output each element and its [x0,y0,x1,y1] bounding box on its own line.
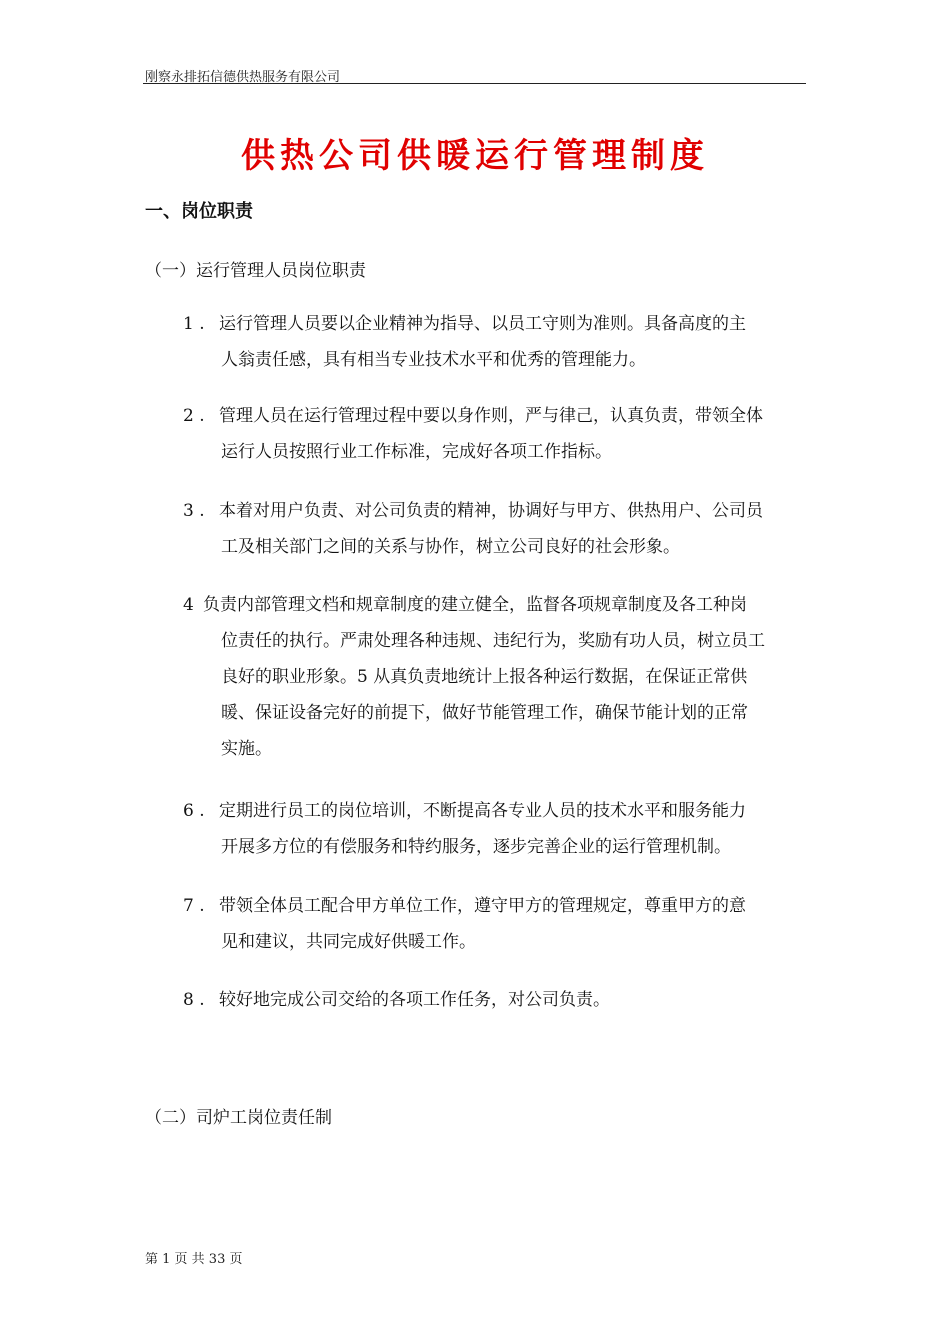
header-company-name: 刚察永排拓信德供热服务有限公司 [145,70,341,85]
page-number: 第 1 页 共 33 页 [145,1252,243,1267]
item-text-continued: 良好的职业形象。5 从真负责地统计上报各种运行数据，在保证正常供 [221,667,748,687]
section-heading: 一、岗位职责 [145,201,253,222]
item-text-continued: 人翁责任感，具有相当专业技术水平和优秀的管理能力。 [221,350,646,370]
subsection-heading-1: （一）运行管理人员岗位职责 [145,261,366,281]
list-item [183,982,806,1018]
list-item [183,888,806,960]
item-number: 4 [183,595,194,615]
document-title: 供热公司供暖运行管理制度 [241,136,709,176]
item-text: 管理人员在运行管理过程中要以身作则，严与律己，认真负责，带领全体 [219,406,763,426]
subsection-heading-2: （二）司炉工岗位责任制 [145,1108,332,1128]
item-text: 负责内部管理文档和规章制度的建立健全，监督各项规章制度及各工种岗 [203,595,747,615]
item-text-continued: 实施。 [221,739,272,759]
item-text-continued: 开展多方位的有偿服务和特约服务，逐步完善企业的运行管理机制。 [221,837,731,857]
item-number: 1 . [183,314,205,334]
list-item [183,398,806,470]
list-item [183,493,806,565]
item-text: 带领全体员工配合甲方单位工作，遵守甲方的管理规定，尊重甲方的意 [219,896,746,916]
item-number: 3 . [183,501,205,521]
item-text-continued: 见和建议，共同完成好供暖工作。 [221,932,476,952]
item-text-continued: 运行人员按照行业工作标准，完成好各项工作指标。 [221,442,612,462]
item-text-continued: 暖、保证设备完好的前提下，做好节能管理工作，确保节能计划的正常 [221,703,748,723]
item-text: 运行管理人员要以企业精神为指导、以员工守则为准则。具备高度的主 [219,314,746,334]
item-number: 8 . [183,990,205,1010]
item-text-continued: 位责任的执行。严肃处理各种违规、违纪行为，奖励有功人员，树立员工 [221,631,765,651]
list-item [183,587,806,767]
item-text: 定期进行员工的岗位培训，不断提高各专业人员的技术水平和服务能力 [219,801,746,821]
list-item [183,793,806,865]
item-number: 7 . [183,896,205,916]
item-number: 2 . [183,406,205,426]
item-text: 本着对用户负责、对公司负责的精神，协调好与甲方、供热用户、公司员 [219,501,763,521]
header-divider [143,83,806,84]
item-text: 较好地完成公司交给的各项工作任务，对公司负责。 [219,990,610,1010]
list-item [183,306,806,378]
item-text-continued: 工及相关部门之间的关系与协作，树立公司良好的社会形象。 [221,537,680,557]
item-number: 6 . [183,801,205,821]
